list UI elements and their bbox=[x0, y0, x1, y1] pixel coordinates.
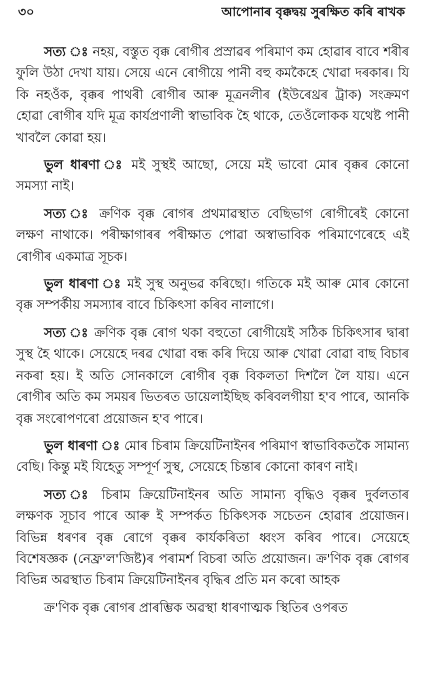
paragraph-myth-creatinine bbox=[16, 436, 409, 479]
page-header bbox=[16, 4, 409, 26]
paragraph-text: ক্ৰণিক বৃক্ক ৰোগৰ প্ৰথমাৱস্থাত বেছিভাগ ৰোগীৰেই কোনো লক্ষণ নাথাকে। পৰীক্ষাগাৰৰ পৰীক্ষাত পোৱা অস্বাভাবিক পৰিমাণেৰেহে এই ৰোগীৰ একমাত্ৰ সূচক। bbox=[16, 206, 409, 265]
paragraph-lead: সত্য ঃ bbox=[44, 45, 89, 60]
paragraph-truth-symptoms bbox=[16, 204, 409, 268]
paragraph-lead: সত্য ঃ bbox=[44, 325, 90, 341]
running-title: আপোনাৰ বৃক্কদ্বয় সুৰক্ষিত কৰি ৰাখক bbox=[221, 4, 405, 19]
paragraph-ckd-stages bbox=[16, 598, 409, 619]
paragraph-text: মই সুস্থ অনুভৱ কৰিছো। গতিকে মই আৰু মোৰ কোনো বৃক্ক সম্পৰ্কীয় সমস্যাৰ বাবে চিকিৎসা কৰিব নালাগে। bbox=[16, 277, 409, 314]
paragraph-text: মোৰ চিৰাম ক্ৰিয়েটিনাইনৰ পৰিমাণ স্বাভাবিকতকৈ সামান্য বেছি। কিন্তু মই যিহেতু সম্পূৰ্ণ সুস্থ, সেয়েহে চিন্তাৰ কোনো কাৰণ নাই। bbox=[16, 438, 409, 476]
paragraph-lead: ভুল ধাৰণা ঃ bbox=[44, 158, 125, 174]
paragraph-text: মই সুস্থই আছো, সেয়ে মই ভাবো মোৰ বৃক্কৰ কোনো সমস্যা নাই। bbox=[16, 158, 409, 195]
paragraph-myth-treatment bbox=[16, 274, 409, 317]
paragraph-lead: সত্য ঃ bbox=[44, 487, 93, 503]
paragraph-truth-creatinine bbox=[16, 485, 409, 592]
paragraph-text: ক্ৰ'ণিক বৃক্ক ৰোগৰ প্ৰাৰম্ভিক অৱস্থা ধাৰণাত্মক স্থিতিৰ ওপৰত bbox=[44, 600, 348, 616]
paragraph-text: চিৰাম ক্ৰিয়েটিনাইনৰ অতি সামান্য বৃদ্ধিও বৃক্কৰ দুৰ্বলতাৰ লক্ষণক সূচাব পাৰে আৰু ই সম্পৰ্কত চিকিৎসক সচেতন হোৱাৰ প্ৰয়োজন। বিভিন্ন ধৰণৰ বৃক্ক ৰোগে বৃক্কৰ কাৰ্যকৰিতা ধ্বংস কৰিব পাৰে। সেয়েহে বিশেষজ্ঞক (নেফ্ৰ'ল'জিষ্ট)ৰ পৰামৰ্শ বিচৰা অতি প্ৰয়োজন। ক্ৰ'ণিক বৃক্ক ৰোগৰ বিভিন্ন অৱস্থাত চিৰাম ক্ৰিয়েটিনাইনৰ বৃদ্ধিৰ প্ৰতি মন কৰো আহক bbox=[16, 487, 409, 589]
paragraph-myth-healthy bbox=[16, 155, 409, 198]
paragraph-lead: ভুল ধাৰণা ঃ bbox=[44, 277, 122, 293]
paragraph-lead: সত্য ঃ bbox=[44, 206, 92, 222]
paragraph-text: নহয়, বস্তুত বৃক্ক ৰোগীৰ প্ৰস্ৰাৱৰ পৰিমাণ কম হোৱাৰ বাবে শৰীৰ ফুলি উঠা দেখা যায়। সেয়ে এনে ৰোগীয়ে পানী বহু কমকৈহে খোৱা দৰকাৰ। যি কি নহওঁক, বৃক্কৰ পাথৰী ৰোগীৰ আৰু মূত্ৰনলীৰ (ইউৰেথ্ৰৰ ট্ৰাক) সংক্ৰমণ হোৱা ৰোগীৰ যদি মূত্ৰ কাৰ্যপ্ৰণালী স্বাভাবিক হৈ থাকে, তেওঁলোকক যথেষ্ট পানী খাবলৈ কোৱা হয়। bbox=[16, 45, 409, 146]
paragraph-text: ক্ৰণিক বৃক্ক ৰোগ থকা বহুতো ৰোগীয়েই সঠিক চিকিৎসাৰ দ্বাৰা সুস্থ হৈ থাকে। সেয়েহে দৰৱ খোৱা বন্ধ কৰি দিয়ে আৰু খোৱা বোৱা বাছ বিচাৰ নকৰা হয়। ই অতি সোনকালে ৰোগীৰ বৃক্ক বিকলতা দিশলৈ লৈ যায়। এনে ৰোগীৰ অতি কম সময়ৰ ভিতৰত ডায়েলাইছিছ কৰিবলগীয়া হ'ব পাৰে, আনকি বৃক্ক সংৰোপণৰো প্ৰয়োজন হ'ব পাৰে। bbox=[16, 325, 409, 427]
page-number: ৩০ bbox=[18, 4, 35, 19]
body-text bbox=[16, 42, 409, 619]
paragraph-lead: ভুল ধাৰণা ঃ bbox=[44, 438, 120, 454]
paragraph-truth-water bbox=[16, 42, 409, 149]
paragraph-truth-treatment bbox=[16, 323, 409, 430]
